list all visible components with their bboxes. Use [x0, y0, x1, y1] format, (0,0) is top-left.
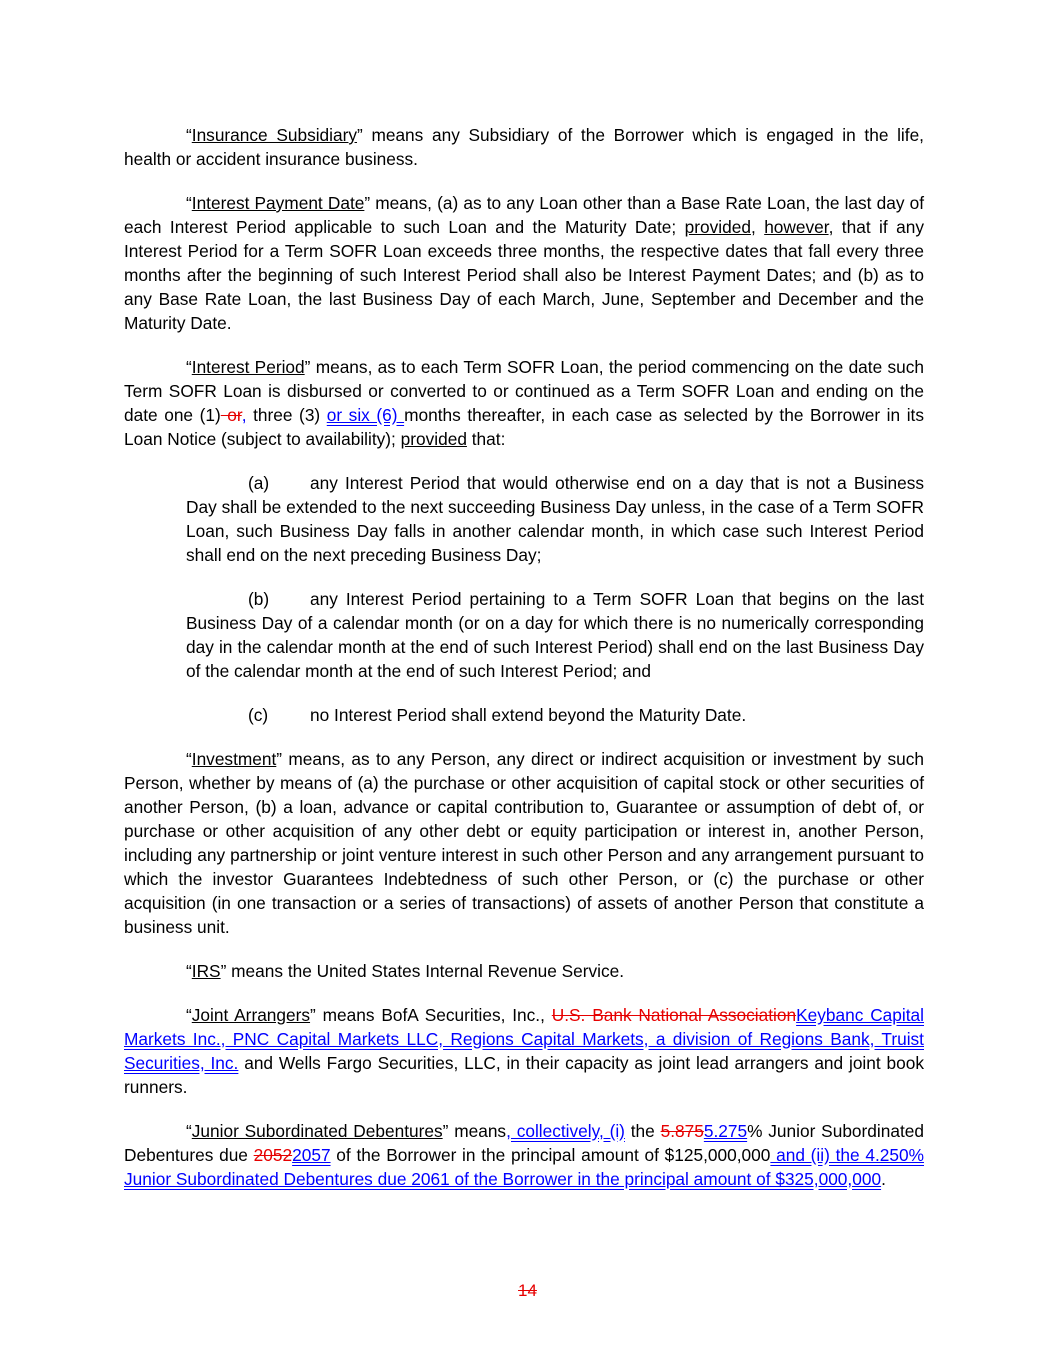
- definition-text: means the United States Internal Revenue Service.: [226, 961, 625, 981]
- clause-text: any Interest Period that would otherwise end on a day that is not a Business Day shall be extended to the next succeeding Business Day unless, in the case of a Term SOFR Loan, such Business Day falls in another calendar month, in which case such Interest Period shall end on the next preceding Business Day;: [186, 473, 924, 565]
- defined-term: IRS: [191, 961, 221, 981]
- definition-text: and Wells Fargo Securities, LLC, in their capacity as joint lead arrangers and joint book runners.: [124, 1053, 924, 1097]
- deleted-text: U.S. Bank National Association: [551, 1005, 797, 1025]
- clause-label: (a): [248, 473, 270, 493]
- defined-term: Interest Period: [191, 357, 305, 377]
- inserted-text: and (ii) the 4.250% Junior Subordinated Debentures due 2061 of the Borrower in the principal amount of $325,000,000: [124, 1145, 924, 1189]
- clause-c: [186, 703, 924, 727]
- inserted-text: or six (6): [326, 405, 405, 425]
- provided-term: provided: [684, 217, 751, 237]
- definition-text: means, as to each Term SOFR Loan, the period commencing on the date such Term SOFR Loan is disbursed or converted to or continued as a Term SOFR Loan and ending on the date one (1): [124, 357, 924, 425]
- deleted-text: or: [220, 405, 242, 425]
- however-term: however: [764, 217, 829, 237]
- defined-term: Interest Payment Date: [191, 193, 365, 213]
- clause-a: [186, 471, 924, 567]
- definition-text: means, (a) as to any Loan other than a Base Rate Loan, the last day of each Interest Period applicable to such Loan and the Maturity Date;: [124, 193, 925, 237]
- definition-text: , that if any Interest Period for a Term SOFR Loan exceeds three months, the respective dates that fall every three months after the beginning of such Interest Period shall also be Interest Payment Dates; and (b) as to any Base Rate Loan, the last Business Day of each March, June, September and December and the Maturity Date.: [124, 217, 924, 333]
- definition-interest-payment-date: “Interest Payment Date” means, (a) as to any Loan other than a Base Rate Loan, the last day of each Interest Period applicable to such Loan and the Maturity Date; provided, however, that if any Interest Period for a Term SOFR Loan exceeds three months, the respective dates that fall every three months after the beginning of such Interest Period shall also be Interest Payment Dates; and (b) as to any Base Rate Loan, the last Business Day of each March, June, September and December and the Maturity Date.: [124, 193, 925, 333]
- definition-text: means any Subsidiary of the Borrower which is engaged in the life, health or accident insurance business.: [124, 125, 924, 169]
- defined-term: Insurance Subsidiary: [191, 125, 358, 145]
- inserted-text: , collectively, (i): [506, 1121, 625, 1141]
- inserted-text: ,: [241, 405, 247, 425]
- clause-text: no Interest Period shall extend beyond the Maturity Date.: [310, 705, 747, 725]
- clause-text: any Interest Period pertaining to a Term SOFR Loan that begins on the last Business Day of a calendar month (or on a day for which there is no numerically corresponding day in the calendar month at the end of such Interest Period) shall end on the last Business Day of the calendar month at the end of such Interest Period; and: [186, 589, 924, 681]
- inserted-text: 5.275: [703, 1121, 748, 1141]
- deleted-text: 2052: [253, 1145, 293, 1165]
- deleted-text: 5.875: [660, 1121, 704, 1141]
- defined-term: Joint Arrangers: [191, 1005, 311, 1025]
- definition-joint-arrangers: “Joint Arrangers” means BofA Securities, Inc., U.S. Bank National AssociationKeybanc Capital Markets Inc., PNC Capital Markets LLC, Regions Capital Markets, a division of Regions Bank, Truist Securities, Inc. and Wells Fargo Securities, LLC, in their capacity as joint lead arrangers and joint book runners.: [124, 1005, 924, 1097]
- clause-b: [186, 587, 924, 683]
- definition-text: means BofA Securities, Inc.,: [315, 1005, 552, 1025]
- definition-interest-period: “Interest Period” means, as to each Term SOFR Loan, the period commencing on the date such Term SOFR Loan is disbursed or converted to or continued as a Term SOFR Loan and ending on the date one (1) or, three (3) or six (6) months thereafter, in each case as selected by the Borrower in its Loan Notice (subject to availability); provided that:: [124, 357, 924, 449]
- provided-term: provided: [400, 429, 467, 449]
- clause-label: (b): [248, 589, 270, 609]
- definition-text: months thereafter, in each case as selected by the Borrower in its Loan Notice (subject to availability);: [124, 405, 924, 449]
- definition-investment: “Investment” means, as to any Person, any direct or indirect acquisition or investment by such Person, whether by means of (a) the purchase or other acquisition of capital stock or other securities of another Person, (b) a loan, advance or capital contribution to, Guarantee or assumption of debt of, or purchase or other acquisition of any other debt or equity participation or interest in, another Person, including any partnership or joint venture interest in such other Person and any arrangement pursuant to which the investor Guarantees Indebtedness of such other Person, or (c) the purchase or other acquisition (in one transaction or a series of transactions) of assets of another Person that constitute a business unit.: [124, 749, 924, 937]
- definition-junior-subordinated-debentures: “Junior Subordinated Debentures” means, collectively, (i) the 5.8755.275% Junior Subordinated Debentures due 20522057 of the Borrower in the principal amount of $125,000,000 and (ii) the 4.250% Junior Subordinated Debentures due 2061 of the Borrower in the principal amount of $325,000,000.: [124, 1121, 924, 1189]
- definition-irs: “IRS” means the United States Internal Revenue Service.: [186, 961, 625, 981]
- inserted-text: 2057: [292, 1145, 331, 1165]
- clause-label: (c): [248, 705, 269, 725]
- defined-term: Investment: [191, 749, 277, 769]
- definition-insurance-subsidiary: “Insurance Subsidiary” means any Subsidiary of the Borrower which is engaged in the life, health or accident insurance business.: [124, 125, 924, 169]
- page-number: 14: [518, 1281, 537, 1300]
- definition-text: means, as to any Person, any direct or indirect acquisition or investment by such Person, whether by means of (a) the purchase or other acquisition of capital stock or other securities of another Person, (b) a loan, advance or capital contribution to, Guarantee or assumption of debt of, or purchase or other acquisition of any other debt or equity participation or interest in, another Person, including any partnership or joint venture interest in such other Person and any arrangement pursuant to which the investor Guarantees Indebtedness of such other Person, or (c) the purchase or other acquisition (in one transaction or a series of transactions) of assets of another Person that constitute a business unit.: [124, 749, 924, 937]
- document-page: [124, 123, 924, 1211]
- defined-term: Junior Subordinated Debentures: [191, 1121, 443, 1141]
- inserted-text: Keybanc Capital Markets Inc., PNC Capital Markets LLC, Regions Capital Markets, a division of Regions Bank, Truist Securities, Inc.: [124, 1005, 924, 1073]
